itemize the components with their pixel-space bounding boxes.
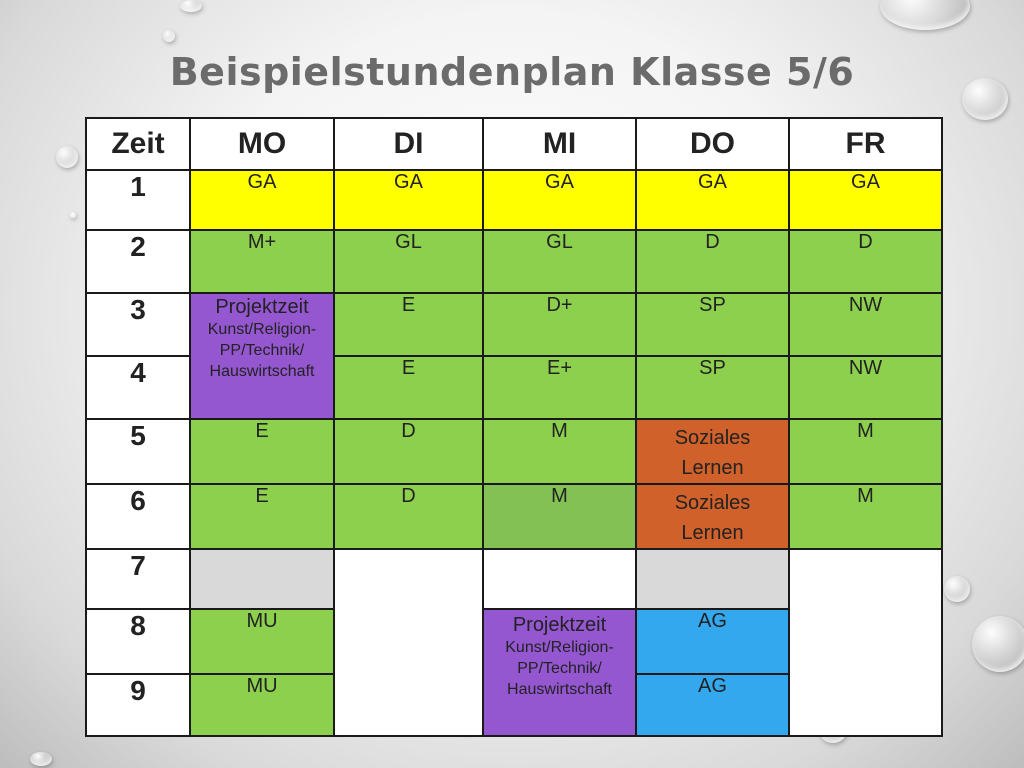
cell-do: D [636,230,789,293]
cell-projektzeit-mi [483,609,636,736]
cell-do: GA [636,170,789,230]
header-zeit: Zeit [86,118,190,170]
cell-fr: GA [789,170,942,230]
cell-mo: M+ [190,230,334,293]
cell-mi-empty [483,549,636,609]
table-row [86,419,942,484]
cell-mo: GA [190,170,334,230]
cell-mo: E [190,484,334,549]
cell-do-soziales-lernen: Soziales Lernen [636,419,789,484]
projektzeit-sub: Hauswirtschaft [209,363,315,380]
water-drop [880,0,970,30]
cell-mo: MU [190,674,334,736]
period-number: 9 [86,674,190,736]
cell-mi: E+ [483,356,636,419]
projektzeit-sub: Hauswirtschaft [507,681,612,698]
water-drop [30,752,52,766]
water-drop [56,146,78,168]
cell-di: GA [334,170,483,230]
water-drop [163,30,175,42]
timetable [85,117,943,737]
cell-di: D [334,419,483,484]
cell-di: E [334,293,483,356]
table-row [86,170,942,230]
period-number: 4 [86,356,190,419]
cell-fr: M [789,484,942,549]
period-number: 2 [86,230,190,293]
projektzeit-label: Projektzeit [215,296,309,318]
cell-mo-empty [190,549,334,609]
cell-fr: D [789,230,942,293]
header-di: DI [334,118,483,170]
cell-mo: E [190,419,334,484]
table-header-row [86,118,942,170]
table-row [86,484,942,549]
period-number: 8 [86,609,190,674]
water-drop [944,576,970,602]
cell-fr: NW [789,293,942,356]
projektzeit-label: Projektzeit [512,614,607,636]
projektzeit-sub: Kunst/Religion- [207,321,317,338]
cell-do-empty [636,549,789,609]
table-row [86,293,942,356]
cell-do: AG [636,674,789,736]
period-number: 6 [86,484,190,549]
cell-mi: GL [483,230,636,293]
cell-mi: M [483,484,636,549]
cell-di: E [334,356,483,419]
page-title: Beispielstundenplan Klasse 5/6 [169,50,855,94]
cell-mo: MU [190,609,334,674]
projektzeit-sub: PP/Technik/ [219,342,305,359]
cell-fr: M [789,419,942,484]
cell-mi: D+ [483,293,636,356]
cell-do: AG [636,609,789,674]
header-do: DO [636,118,789,170]
period-number: 7 [86,549,190,609]
table-row [86,230,942,293]
cell-do-soziales-lernen: Soziales Lernen [636,484,789,549]
period-number: 1 [86,170,190,230]
cell-di-empty [334,549,483,736]
projektzeit-sub: Kunst/Religion- [505,639,614,656]
table-row [86,549,942,609]
cell-fr: NW [789,356,942,419]
cell-do: SP [636,293,789,356]
cell-di: GL [334,230,483,293]
cell-mi: GA [483,170,636,230]
period-number: 5 [86,419,190,484]
cell-fr-empty [789,549,942,736]
header-mo: MO [190,118,334,170]
water-drop [972,616,1024,672]
cell-projektzeit-mo [190,293,334,419]
period-number: 3 [86,293,190,356]
header-mi: MI [483,118,636,170]
water-drop [180,0,202,12]
projektzeit-sub: PP/Technik/ [517,660,602,677]
cell-mi: M [483,419,636,484]
water-drop [70,212,76,218]
cell-do: SP [636,356,789,419]
header-fr: FR [789,118,942,170]
cell-di: D [334,484,483,549]
